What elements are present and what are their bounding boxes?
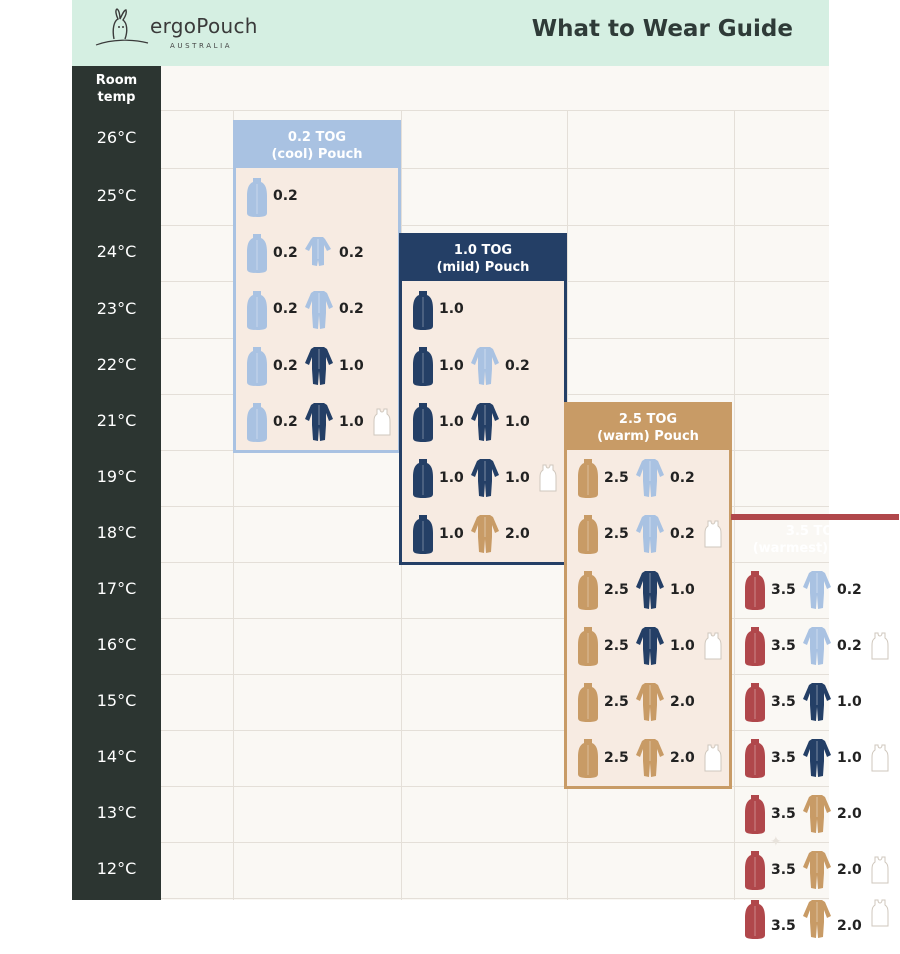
onesie-icon [304,401,334,443]
bag-tog-value: 1.0 [439,358,464,374]
sleeping-bag-icon [246,232,268,274]
sparkle-icon: ✦ [770,834,782,850]
temp-label: 17°C [96,579,137,598]
singlet-vest-icon [871,631,889,661]
temp-label: 23°C [96,298,137,318]
bag-tog-value: 3.5 [771,582,796,598]
bag-tog-value: 3.5 [771,750,796,766]
suit-tog-value: 2.0 [670,694,695,710]
onesie-icon [635,569,665,611]
suit-tog-value: 1.0 [670,638,695,654]
brand-subtitle: AUSTRALIA [170,42,233,50]
panel-header [236,123,398,168]
outfit-row [734,618,896,674]
sleeping-bag-icon [412,457,434,499]
panel-pouch-type: (cool) Pouch [271,146,363,162]
panel-mild-pouch [399,233,567,565]
panel-header [734,517,896,562]
singlet-vest-icon [704,631,722,661]
sleeping-bag-icon [577,737,599,779]
grid-row-line [161,842,829,843]
sleeping-bag-icon [744,849,766,891]
panel-body [236,168,398,450]
temp-label: 18°C [96,523,137,542]
panel-pouch-type: (mild) Pouch [436,259,530,275]
panel-tog-rating: 3.5 TOG [785,523,845,539]
outfit-row [236,168,398,225]
bag-tog-value: 2.5 [604,470,629,486]
suit-tog-value: 2.0 [670,750,695,766]
wear-guide-chart [72,0,878,934]
onesie-icon [635,513,665,555]
panel-warmest-pouch [731,514,899,934]
suit-tog-value: 2.0 [837,862,862,878]
outfit-row [734,562,896,618]
sleeping-bag-icon [577,457,599,499]
temp-label: 16°C [96,635,137,654]
bag-tog-value: 3.5 [771,694,796,710]
sleeping-bag-icon [577,513,599,555]
sleeping-bag-icon [744,681,766,723]
header-bar [72,0,829,66]
sleeping-bag-icon [246,289,268,331]
onesie-icon [802,625,832,667]
sleeping-bag-icon [246,176,268,218]
room-temp-header [72,72,161,106]
outfit-row [236,225,398,281]
onesie-icon [802,849,832,891]
temp-label: 25°C [96,185,137,205]
outfit-row [402,506,564,562]
bag-tog-value: 0.2 [273,188,298,204]
onesie-icon [470,401,500,443]
onesie-icon [635,681,665,723]
suit-tog-value: 0.2 [505,358,530,374]
onesie-icon [635,737,665,779]
suit-tog-value: 1.0 [339,414,364,430]
sleeping-bag-icon [246,345,268,387]
panel-pouch-type: (warm) Pouch [597,428,699,444]
panel-warm-pouch [564,402,732,789]
bag-tog-value: 2.5 [604,694,629,710]
outfit-row [567,450,729,506]
suit-tog-value: 2.0 [505,526,530,542]
onesie-icon [635,625,665,667]
outfit-row [567,562,729,618]
sleeping-bag-icon [412,289,434,331]
bag-tog-value: 3.5 [771,862,796,878]
outfit-row [567,730,729,786]
bag-tog-value: 2.5 [604,526,629,542]
sleeping-bag-icon [744,569,766,611]
singlet-vest-icon [704,519,722,549]
singlet-vest-icon [704,743,722,773]
panel-tog-rating: 0.2 TOG [287,129,347,145]
sleeping-bag-icon [412,513,434,555]
guide-title: What to Wear Guide [531,16,793,42]
suit-tog-value: 0.2 [339,301,364,317]
outfit-row [402,450,564,506]
grid-row-line [161,110,829,111]
onesie-icon [802,569,832,611]
sleeping-bag-icon [744,737,766,779]
onesie-icon [802,793,832,835]
outfit-row [734,898,896,954]
bag-tog-value: 0.2 [273,245,298,261]
room-temp-header-line1: Room [95,73,138,88]
suit-tog-value: 1.0 [505,470,530,486]
suit-tog-value: 0.2 [837,638,862,654]
outfit-row [236,394,398,450]
temp-label: 15°C [96,691,137,710]
outfit-row [567,674,729,730]
temp-label: 19°C [96,467,137,486]
bag-tog-value: 1.0 [439,470,464,486]
sleeping-bag-icon [577,681,599,723]
suit-tog-value: 1.0 [339,358,364,374]
bag-tog-value: 3.5 [771,638,796,654]
panel-header [567,405,729,450]
outfit-row [402,281,564,338]
panel-body [567,450,729,786]
bag-tog-value: 0.2 [273,301,298,317]
temp-label: 22°C [96,355,137,374]
bag-tog-value: 3.5 [771,806,796,822]
bag-tog-value: 1.0 [439,526,464,542]
bag-tog-value: 2.5 [604,638,629,654]
panel-tog-rating: 2.5 TOG [618,411,678,427]
grid-row-line [161,898,829,899]
bag-tog-value: 1.0 [439,301,464,317]
temp-label: 14°C [96,747,137,766]
bag-tog-value: 1.0 [439,414,464,430]
singlet-vest-icon [871,855,889,885]
suit-tog-value: 1.0 [837,694,862,710]
onesie-icon [304,289,334,331]
singlet-vest-icon [871,743,889,773]
onesie-icon [802,737,832,779]
panel-header [402,236,564,281]
outfit-row [734,842,896,898]
suit-tog-value: 0.2 [670,470,695,486]
panel-body [402,281,564,562]
onesie-icon [470,345,500,387]
outfit-row [236,338,398,394]
outfit-row [734,786,896,842]
outfit-row [402,394,564,450]
suit-tog-value: 2.0 [837,918,862,934]
outfit-row [402,338,564,394]
sleeping-bag-icon [744,625,766,667]
outfit-row [567,618,729,674]
onesie-icon [304,345,334,387]
bag-tog-value: 0.2 [273,358,298,374]
temp-label: 21°C [96,411,137,430]
temp-label: 13°C [96,803,137,822]
romper-icon [304,235,332,271]
onesie-icon [470,513,500,555]
brand-name: ergoPouch [150,14,258,38]
outfit-row [734,730,896,786]
onesie-icon [802,681,832,723]
bag-tog-value: 0.2 [273,414,298,430]
sleeping-bag-icon [577,569,599,611]
bag-tog-value: 2.5 [604,750,629,766]
bag-tog-value: 3.5 [771,918,796,934]
sleeping-bag-icon [246,401,268,443]
panel-pouch-type: (warmest) Pouch [752,540,878,556]
temp-label: 26°C [96,128,137,147]
kangaroo-logo-icon [92,7,152,53]
suit-tog-value: 0.2 [339,245,364,261]
outfit-row [734,674,896,730]
sleeping-bag-icon [744,793,766,835]
suit-tog-value: 1.0 [837,750,862,766]
singlet-vest-icon [539,463,557,493]
panel-cool-pouch [233,120,401,453]
sleeping-bag-icon [412,345,434,387]
room-temp-header-line2: temp [97,90,136,105]
suit-tog-value: 1.0 [505,414,530,430]
outfit-row [567,506,729,562]
singlet-vest-icon [871,898,889,928]
bag-tog-value: 2.5 [604,582,629,598]
suit-tog-value: 2.0 [837,806,862,822]
temp-label: 12°C [96,859,137,878]
singlet-vest-icon [373,407,391,437]
sleeping-bag-icon [412,401,434,443]
onesie-icon [470,457,500,499]
suit-tog-value: 0.2 [837,582,862,598]
sleeping-bag-icon [744,898,766,940]
onesie-icon [802,898,832,940]
panel-tog-rating: 1.0 TOG [453,242,513,258]
onesie-icon [635,457,665,499]
suit-tog-value: 0.2 [670,526,695,542]
sleeping-bag-icon [577,625,599,667]
outfit-row [236,281,398,338]
suit-tog-value: 1.0 [670,582,695,598]
temp-label: 24°C [96,242,137,261]
